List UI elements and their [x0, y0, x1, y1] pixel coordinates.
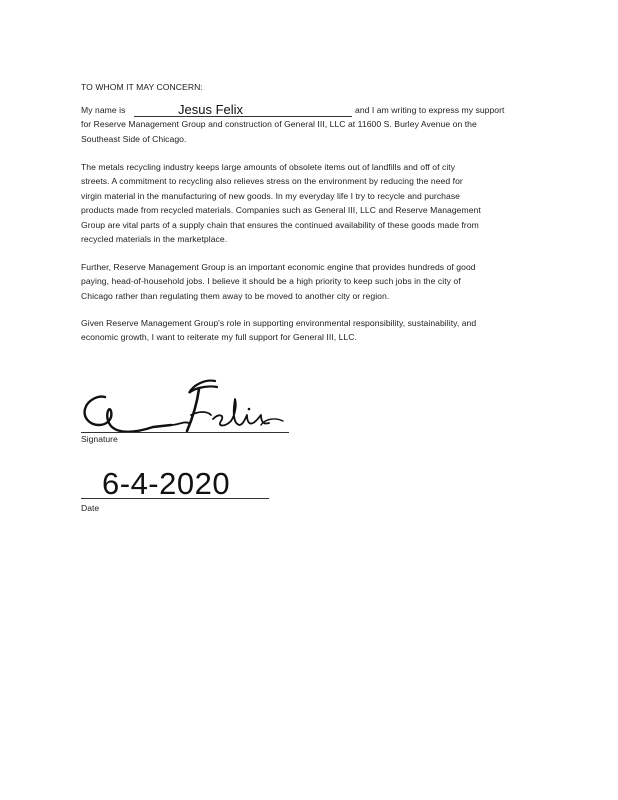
- closing-line-2: economic growth, I want to reiterate my full support for General III, LLC.: [81, 332, 357, 343]
- signature-line: [81, 432, 289, 433]
- recycling-line-6: recycled materials in the marketplace.: [81, 234, 228, 245]
- name-underline: [134, 116, 352, 117]
- date-label: Date: [81, 503, 100, 513]
- recycling-line-3: virgin material in the manufacturing of new goods. In my everyday life I try to recycle and purchase: [81, 190, 461, 201]
- economic-line-3: Chicago rather than regulating them away to be moved to another city or region.: [81, 290, 390, 301]
- recycling-line-4: products made from recycled materials. Companies such as General III, LLC and Reserve Management: [81, 205, 481, 216]
- name-field: [134, 102, 352, 117]
- recycling-line-1: The metals recycling industry keeps large amounts of obsolete items out of landfills and off of city: [81, 162, 456, 172]
- paragraph-economic: [81, 260, 533, 303]
- intro-line-3: Southeast Side of Chicago.: [81, 133, 187, 144]
- intro-line-2: for Reserve Management Group and construction of General III, LLC at 11600 S. Burley Avenue on the: [81, 119, 477, 130]
- signature-label: Signature: [81, 434, 118, 444]
- recycling-line-2: streets. A commitment to recycling also relieves stress on the environment by reducing the need for: [81, 176, 463, 187]
- signer-name: Jesus Felix: [178, 102, 244, 117]
- salutation: TO WHOM IT MAY CONCERN:: [81, 82, 203, 92]
- date-line: [81, 498, 269, 499]
- closing-line-1: Given Reserve Management Group's role in supporting environmental responsibility, sustainability, and: [81, 318, 477, 328]
- name-suffix: and I am writing to express my support: [355, 105, 505, 115]
- name-prefix: My name is: [81, 105, 126, 115]
- paragraph-recycling: [81, 160, 533, 246]
- paragraph-closing: [81, 316, 533, 345]
- economic-line-2: paying, head-of-household jobs. I believe it should be a high priority to keep such jobs in the city of: [81, 276, 461, 287]
- economic-line-1: Further, Reserve Management Group is an important economic engine that provides hundreds of good: [81, 262, 476, 272]
- recycling-line-5: Group are vital parts of a supply chain that ensures the continued availability of these goods made from: [81, 219, 479, 230]
- handwritten-date: 6-4-2020: [102, 466, 231, 501]
